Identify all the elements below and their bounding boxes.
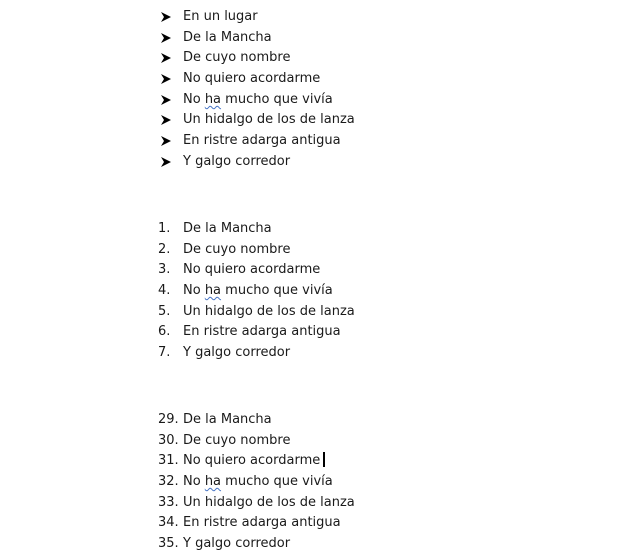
list-number: 35. bbox=[158, 536, 179, 552]
list-number: 1. bbox=[158, 221, 171, 236]
list-item-text: Un hidalgo de los de lanza bbox=[183, 494, 355, 510]
text-segment: No bbox=[183, 91, 205, 107]
arrowhead-bullet-icon bbox=[160, 114, 172, 126]
spellcheck-flagged-word[interactable]: ha bbox=[204, 283, 222, 299]
list-item-text bbox=[183, 472, 333, 493]
list-item-text: Y galgo corredor bbox=[183, 153, 291, 169]
list-number: 31. bbox=[158, 453, 179, 469]
list-item-text: De cuyo nombre bbox=[183, 50, 291, 66]
list-item-text: De la Mancha bbox=[183, 221, 272, 236]
spellcheck-flagged-word[interactable]: ha bbox=[204, 474, 222, 490]
list-number: 7. bbox=[158, 345, 171, 361]
list-item-text: Y galgo corredor bbox=[183, 536, 291, 552]
list-item-text: En un lugar bbox=[183, 9, 258, 24]
list-item-text: En ristre adarga antigua bbox=[183, 133, 341, 149]
list-number: 34. bbox=[158, 515, 179, 531]
arrowhead-bullet-icon bbox=[160, 11, 172, 23]
arrowhead-bullet-icon bbox=[160, 135, 172, 147]
list-item-text bbox=[183, 451, 325, 472]
arrowhead-bullet-icon bbox=[160, 156, 172, 168]
list-item-text: En ristre adarga antigua bbox=[183, 324, 341, 340]
list-item-text: No quiero acordarme bbox=[183, 71, 321, 87]
text-segment: mucho que vivía bbox=[221, 283, 333, 299]
text-cursor bbox=[323, 452, 325, 467]
arrowhead-bullet-icon bbox=[160, 94, 172, 106]
arrowhead-bullet-icon bbox=[160, 73, 172, 85]
list-number: 32. bbox=[158, 474, 179, 490]
text-segment: mucho que vivía bbox=[221, 91, 333, 107]
list-number: 5. bbox=[158, 303, 171, 319]
text-segment: No bbox=[183, 283, 205, 299]
list-number: 33. bbox=[158, 494, 179, 510]
list-number: 6. bbox=[158, 324, 171, 340]
list-number: 2. bbox=[158, 241, 171, 257]
spellcheck-flagged-word[interactable]: ha bbox=[204, 91, 222, 107]
list-item-text: De cuyo nombre bbox=[183, 432, 291, 448]
list-number: 29. bbox=[158, 412, 179, 427]
list-item-text bbox=[183, 90, 333, 111]
list-item-text: Y galgo corredor bbox=[183, 345, 291, 361]
list-item-text: En ristre adarga antigua bbox=[183, 515, 341, 531]
list-item-text: De cuyo nombre bbox=[183, 241, 291, 257]
list-number: 3. bbox=[158, 262, 171, 278]
list-item-text: No quiero acordarme bbox=[183, 262, 321, 278]
text-segment: No bbox=[183, 474, 205, 490]
list-number: 30. bbox=[158, 432, 179, 448]
arrowhead-bullet-icon bbox=[160, 32, 172, 44]
list-item-text bbox=[183, 281, 333, 302]
list-number: 4. bbox=[158, 283, 171, 299]
text-segment: No quiero acordarme bbox=[183, 453, 321, 469]
list-item-text: Un hidalgo de los de lanza bbox=[183, 112, 355, 128]
text-segment: mucho que vivía bbox=[221, 474, 333, 490]
arrowhead-bullet-icon bbox=[160, 52, 172, 64]
list-item-text: Un hidalgo de los de lanza bbox=[183, 303, 355, 319]
list-item-text: De la Mancha bbox=[183, 29, 272, 45]
list-item-text: De la Mancha bbox=[183, 412, 272, 427]
